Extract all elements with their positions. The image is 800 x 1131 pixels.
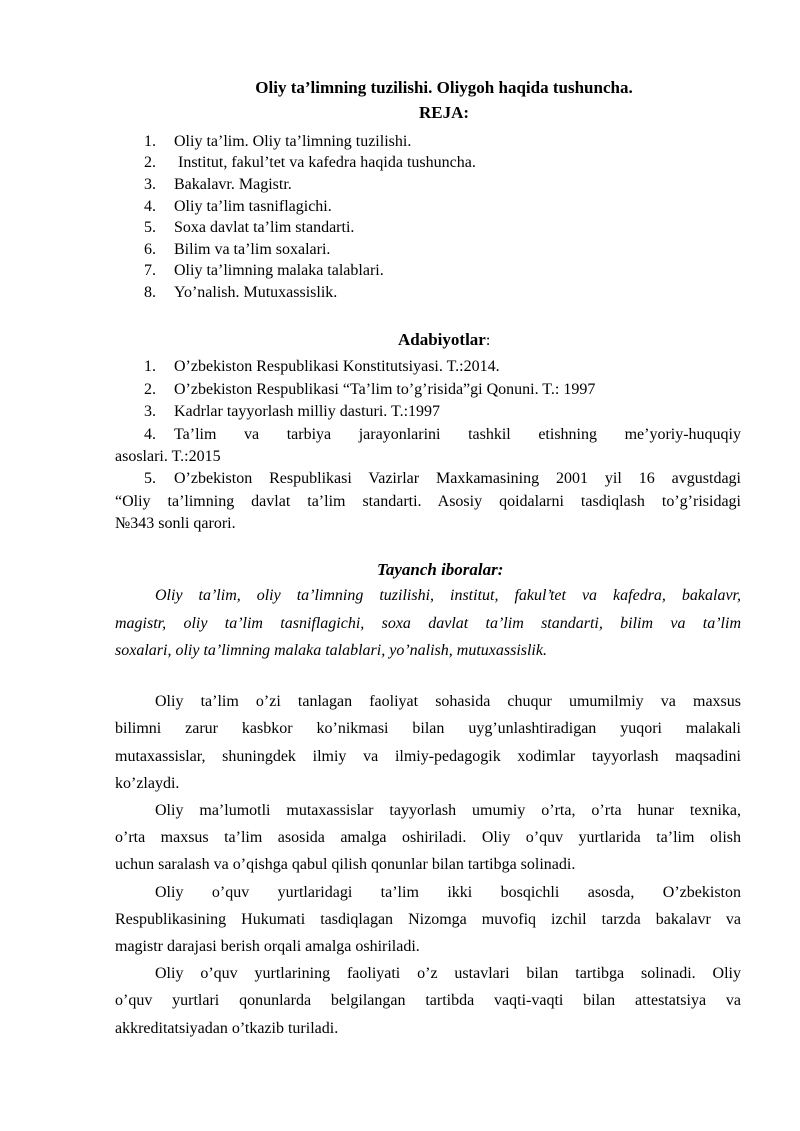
reja-item	[144, 260, 384, 281]
document-title: Oliy ta’limning tuzilishi. Oliygoh haqida tushuncha.	[255, 78, 633, 97]
reja-item-number: 6.	[144, 241, 156, 258]
paragraph-line: uchun saralash va o’qishga qabul qilish qonunlar bilan tartibga solinadi.	[115, 856, 576, 873]
reja-item-number: 2.	[144, 154, 156, 171]
literature-item-continuation: №343 sonli qarori.	[115, 515, 236, 532]
literature-item-number: 1.	[144, 358, 156, 375]
literature-item-text: O’zbekiston Respublikasi Konstitutsiyasi. T.:2014.	[174, 358, 500, 375]
literature-item-continuation: “Oliy ta’limning davlat ta’lim standarti. Asosiy qoidalarni tasdiqlash to’g’risidagi	[115, 493, 741, 510]
reja-item-text: Oliy ta’lim tasniflagichi.	[174, 198, 332, 215]
literature-item	[144, 379, 595, 400]
reja-item-number: 3.	[144, 176, 156, 193]
literature-item	[144, 401, 440, 422]
paragraph-line: akkreditatsiyadan o’tkazib turiladi.	[115, 1020, 339, 1037]
literature-item	[144, 356, 500, 377]
reja-item-text: Yo’nalish. Mutuxassislik.	[174, 284, 338, 301]
keywords-line: Oliy ta’lim, oliy ta’limning tuzilishi, institut, fakul’tet va kafedra, bakalavr,	[155, 587, 741, 604]
adabiyotlar-heading-text: Adabiyotlar	[398, 330, 486, 349]
reja-item-number: 7.	[144, 262, 156, 279]
reja-item	[144, 196, 332, 217]
adabiyotlar-heading-colon: :	[485, 332, 491, 349]
reja-item	[144, 239, 330, 260]
paragraph-line: Oliy o’quv yurtlaridagi ta’lim ikki bosqichli asosda, O’zbekiston	[155, 884, 741, 901]
keywords-line: soxalari, oliy ta’limning malaka talablari, yo’nalish, mutuxassislik.	[115, 642, 547, 659]
literature-item-text: O’zbekiston Respublikasi Vazirlar Maxkamasining 2001 yil 16 avgustdagi	[174, 470, 741, 487]
paragraph-line: bilimni zarur kasbkor ko’nikmasi bilan uyg’unlashtiradigan yuqori malakali	[115, 720, 741, 737]
reja-item	[144, 217, 354, 238]
keywords-line: magistr, oliy ta’lim tasniflagichi, soxa davlat ta’lim standarti, bilim va ta’lim	[115, 615, 741, 632]
literature-item	[144, 468, 741, 489]
literature-item	[144, 424, 741, 445]
reja-item-text: Bakalavr. Magistr.	[174, 176, 292, 193]
reja-item-text: Institut, fakul’tet va kafedra haqida tushuncha.	[174, 154, 476, 171]
reja-item-text: Soxa davlat ta’lim standarti.	[174, 219, 355, 236]
paragraph-line: ko’zlaydi.	[115, 775, 180, 792]
reja-item-number: 1.	[144, 133, 156, 150]
reja-item-number: 8.	[144, 284, 156, 301]
reja-item-number: 5.	[144, 219, 156, 236]
literature-item-number: 5.	[144, 470, 156, 487]
paragraph-line: o’quv yurtlari qonunlarda belgilangan tartibda vaqti-vaqti bilan attestatsiya va	[115, 992, 741, 1009]
adabiyotlar-heading	[398, 330, 490, 350]
paragraph-line: Respublikasining Hukumati tasdiqlagan Nizomga muvofiq izchil tarzda bakalavr va	[115, 911, 741, 928]
reja-item	[144, 152, 476, 173]
literature-item-text: Kadrlar tayyorlash milliy dasturi. T.:1997	[174, 403, 441, 420]
paragraph-line: Oliy ma’lumotli mutaxassislar tayyorlash umumiy o’rta, o’rta hunar texnika,	[155, 802, 741, 819]
reja-item-text: Oliy ta’limning malaka talablari.	[174, 262, 384, 279]
reja-heading: REJA:	[418, 103, 470, 122]
reja-item	[144, 131, 411, 152]
reja-item	[144, 174, 292, 195]
paragraph-line: mutaxassislar, shuningdek ilmiy va ilmiy-pedagogik xodimlar tayyorlash maqsadini	[115, 748, 741, 765]
reja-item-text: Bilim va ta’lim soxalari.	[174, 241, 331, 258]
paragraph-line: Oliy o’quv yurtlarining faoliyati o’z ustavlari bilan tartibga solinadi. Oliy	[155, 965, 741, 982]
literature-item-text: O’zbekiston Respublikasi “Ta’lim to’g’risida”gi Qonuni. T.: 1997	[174, 381, 596, 398]
literature-item-number: 3.	[144, 403, 156, 420]
tayanch-heading: Tayanch iboralar:	[377, 560, 504, 579]
reja-item-text: Oliy ta’lim. Oliy ta’limning tuzilishi.	[174, 133, 412, 150]
literature-item-continuation: asoslari. T.:2015	[115, 448, 221, 465]
literature-item-number: 4.	[144, 426, 156, 443]
paragraph-line: magistr darajasi berish orqali amalga oshiriladi.	[115, 938, 420, 955]
reja-item	[144, 282, 337, 303]
literature-item-text: Ta’lim va tarbiya jarayonlarini tashkil etishning me’yoriy-huquqiy	[174, 426, 741, 443]
literature-item-number: 2.	[144, 381, 156, 398]
paragraph-line: Oliy ta’lim o’zi tanlagan faoliyat sohasida chuqur umumilmiy va maxsus	[155, 693, 741, 710]
reja-item-number: 4.	[144, 198, 156, 215]
paragraph-line: o’rta maxsus ta’lim asosida amalga oshiriladi. Oliy o’quv yurtlarida ta’lim olish	[115, 829, 741, 846]
